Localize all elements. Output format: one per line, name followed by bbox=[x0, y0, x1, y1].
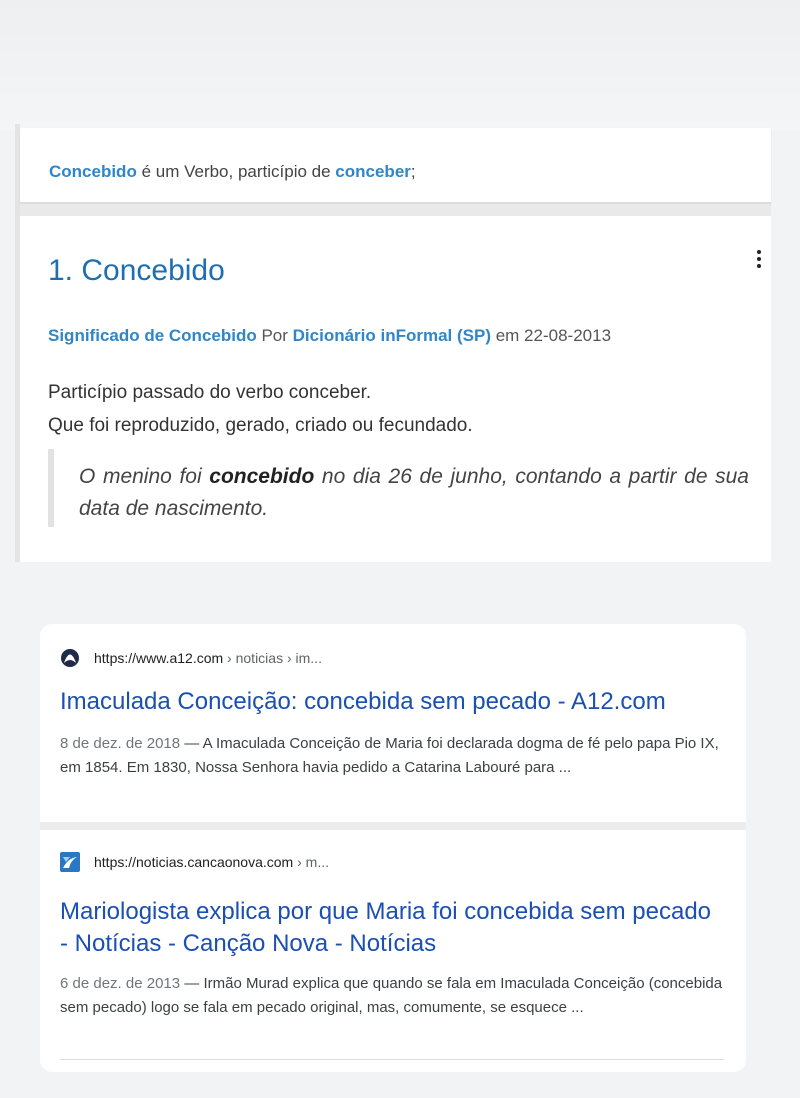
root-verb-link[interactable]: conceber bbox=[335, 162, 411, 181]
result-date: 6 de dez. de 2013 bbox=[60, 975, 181, 992]
search-result bbox=[40, 624, 746, 822]
example-blockquote bbox=[48, 449, 754, 527]
result-snippet: 6 de dez. de 2013 — Irmão Murad explica que quando se fala em Imaculada Conceição (concebida sem pecado) logo se fala em pecado original, mas, comumente, se esquece ... bbox=[60, 975, 723, 1016]
author-link[interactable]: Dicionário inFormal (SP) bbox=[292, 326, 491, 345]
entry-meaning bbox=[48, 376, 473, 442]
definition-end: ; bbox=[410, 162, 416, 181]
meaning-link[interactable]: Significado de Concebido bbox=[48, 326, 257, 345]
result-site-row[interactable] bbox=[60, 648, 322, 668]
example-highlight: concebido bbox=[209, 465, 315, 488]
result-date: 8 de dez. de 2018 bbox=[60, 735, 181, 752]
meaning-line-1: Particípio passado do verbo conceber. bbox=[48, 382, 372, 403]
entry-meta bbox=[48, 326, 611, 346]
word-link[interactable]: Concebido bbox=[49, 162, 137, 181]
result-url: https://www.a12.com › noticias › im... bbox=[94, 650, 322, 666]
result-title-link[interactable]: Imaculada Conceição: concebida sem pecado - A12.com bbox=[60, 688, 666, 715]
entry-title: 1. Concebido bbox=[48, 254, 225, 287]
entry-date: em 22-08-2013 bbox=[491, 326, 612, 345]
definition-summary-line bbox=[49, 162, 416, 182]
result-snippet: 8 de dez. de 2018 — A Imaculada Conceição de Maria foi declarada dogma de fé pelo papa Pio IX, em 1854. Em 1830, Nossa Senhora havia pedido a Catarina Labouré para ... bbox=[60, 735, 719, 776]
search-results-card bbox=[40, 624, 746, 1072]
dictionary-entry-card bbox=[20, 216, 771, 562]
definition-summary-card bbox=[20, 128, 771, 204]
a12-logo-icon bbox=[60, 648, 80, 668]
definition-text: é um Verbo, particípio de bbox=[136, 162, 336, 181]
result-separator bbox=[40, 822, 746, 830]
meta-by-text: Por bbox=[256, 326, 293, 345]
cancao-nova-logo-icon bbox=[60, 852, 80, 872]
bottom-divider bbox=[60, 1059, 724, 1060]
example-text: O menino foi concebido no dia 26 de junho, contando a partir de sua data de nascimento. bbox=[79, 465, 749, 520]
result-site-row[interactable] bbox=[60, 852, 329, 872]
more-options-icon[interactable] bbox=[755, 250, 763, 272]
search-result bbox=[40, 830, 746, 1072]
result-title-link[interactable]: Mariologista explica por que Maria foi concebida sem pecado - Notícias - Canção Nova - Notícias bbox=[60, 898, 712, 957]
card-divider bbox=[20, 204, 771, 216]
top-background bbox=[0, 0, 800, 130]
result-url: https://noticias.cancaonova.com › m... bbox=[94, 854, 330, 870]
meaning-line-2: Que foi reproduzido, gerado, criado ou fecundado. bbox=[48, 415, 473, 436]
